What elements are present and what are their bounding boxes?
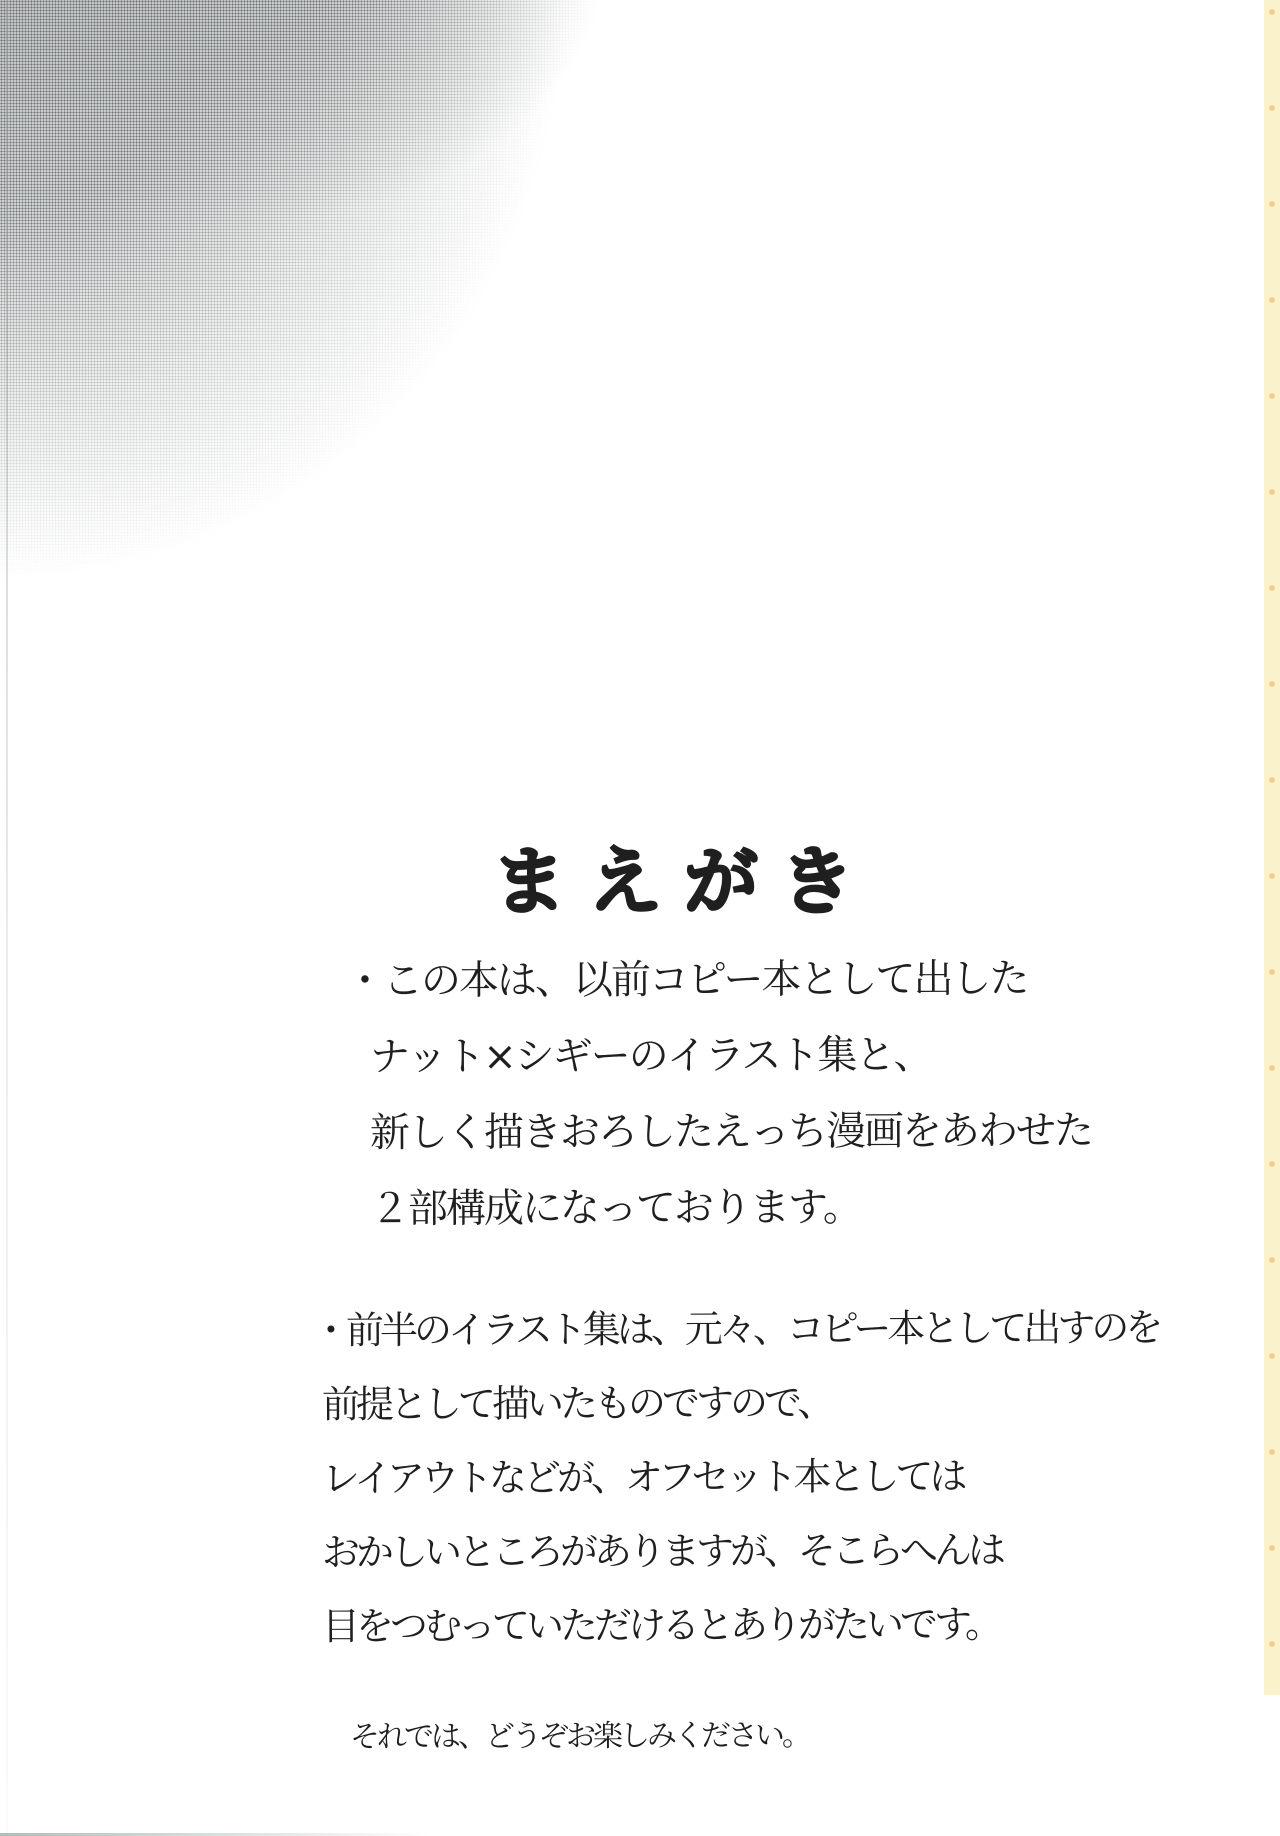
- text-line: それでは、どうぞお楽しみください。: [349, 1718, 810, 1755]
- text-line: 目をつむっていただけるとありがたいです。: [321, 1602, 1000, 1649]
- text-line: 新しく描きおろしたえっち漫画をあわせた: [369, 1107, 1093, 1157]
- text-line: おかしいところがありますが、そこらへんは: [321, 1528, 1003, 1575]
- preface-title: まえがき: [492, 839, 876, 925]
- screentone-artifact: [0, 0, 700, 760]
- page-edge-strip: [1264, 0, 1280, 1695]
- preface-paragraph-2: [312, 1292, 1159, 1662]
- text-line: ２部構成になっております。: [369, 1184, 861, 1233]
- text-line: ・前半のイラスト集は、元々、コピー本として出すのを: [311, 1305, 1160, 1353]
- text-line: 前提として描いたものですので、: [321, 1380, 832, 1427]
- text-line: ・この本は、以前コピー本として出した: [344, 955, 1028, 1005]
- preface-paragraph-1: [345, 942, 1092, 1246]
- scan-edge-line-left: [6, 0, 8, 1836]
- text-line: レイアウトなどが、オフセット本としては: [321, 1454, 964, 1501]
- text-line: ナット×シギーのイラスト集と、: [369, 1032, 932, 1081]
- preface-closing: [350, 1714, 809, 1759]
